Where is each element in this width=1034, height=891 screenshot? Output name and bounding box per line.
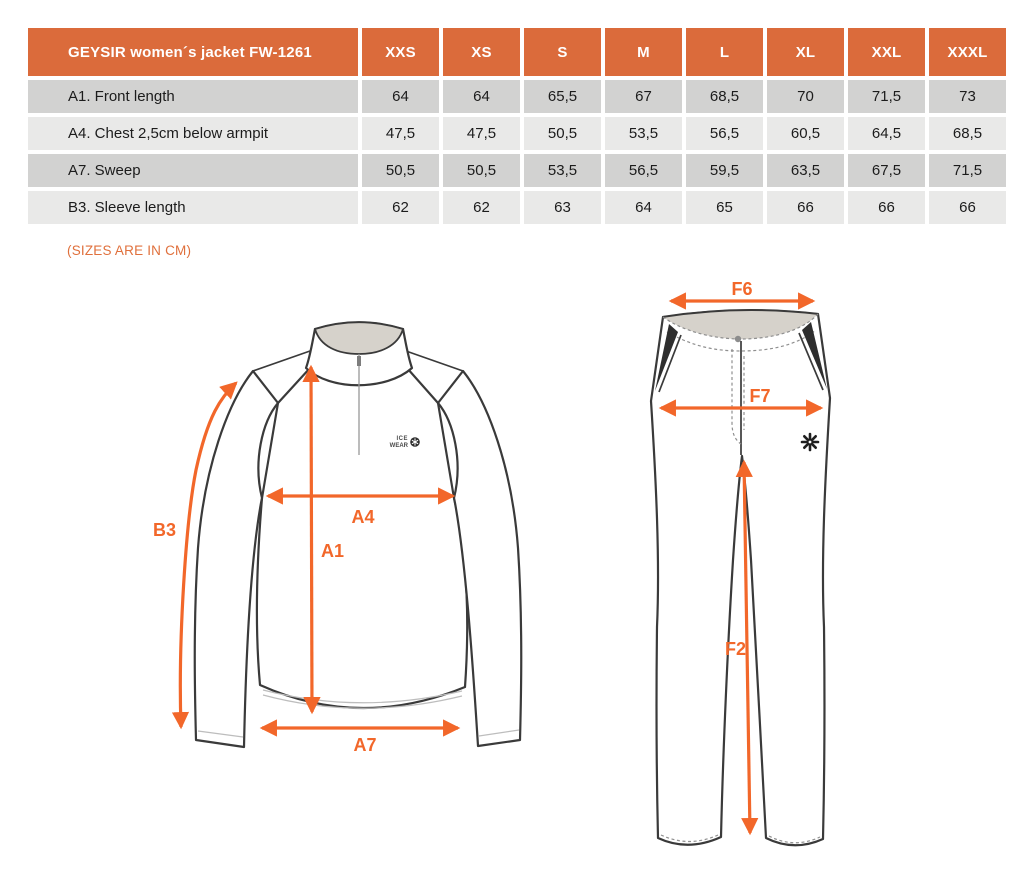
size-value-cell: 59,5 — [686, 154, 763, 187]
size-value-cell: 63 — [524, 191, 601, 224]
size-column-header-xs: XS — [443, 28, 520, 76]
table-row-front-length — [28, 80, 1006, 113]
table-row-chest — [28, 117, 1006, 150]
size-column-header-m: M — [605, 28, 682, 76]
label-f2: F2 — [724, 639, 746, 659]
snowflake-logo — [802, 434, 818, 450]
size-value-cell: 56,5 — [605, 154, 682, 187]
size-column-header-s: S — [524, 28, 601, 76]
size-value-cell: 64 — [605, 191, 682, 224]
sizes-unit-note: (SIZES ARE IN CM) — [67, 243, 192, 258]
table-row-sweep — [28, 154, 1006, 187]
row-label: A4. Chest 2,5cm below armpit — [28, 117, 358, 150]
size-value-cell: 65,5 — [524, 80, 601, 113]
zipper-pull — [357, 356, 361, 366]
size-column-header-xxxl: XXXL — [929, 28, 1006, 76]
size-value-cell: 62 — [362, 191, 439, 224]
label-a1: A1 — [321, 541, 345, 561]
size-value-cell: 50,5 — [362, 154, 439, 187]
label-f7: F7 — [749, 386, 771, 406]
label-a7: A7 — [353, 735, 377, 755]
size-value-cell: 71,5 — [848, 80, 925, 113]
size-value-cell: 66 — [929, 191, 1006, 224]
size-value-cell: 73 — [929, 80, 1006, 113]
size-value-cell: 67,5 — [848, 154, 925, 187]
jacket-drawing — [153, 322, 521, 755]
size-value-cell: 50,5 — [443, 154, 520, 187]
size-value-cell: 68,5 — [686, 80, 763, 113]
size-value-cell: 56,5 — [686, 117, 763, 150]
size-value-cell: 66 — [848, 191, 925, 224]
label-f6: F6 — [731, 279, 753, 299]
size-value-cell: 64 — [362, 80, 439, 113]
size-value-cell: 50,5 — [524, 117, 601, 150]
size-value-cell: 53,5 — [605, 117, 682, 150]
row-label: B3. Sleeve length — [28, 191, 358, 224]
size-value-cell: 64,5 — [848, 117, 925, 150]
svg-text:WEAR: WEAR — [389, 443, 408, 449]
size-value-cell: 65 — [686, 191, 763, 224]
size-column-header-xxs: XXS — [362, 28, 439, 76]
pants-drawing — [651, 279, 830, 845]
jacket-body — [257, 368, 467, 708]
size-value-cell: 63,5 — [767, 154, 844, 187]
size-value-cell: 71,5 — [929, 154, 1006, 187]
svg-text:ICE: ICE — [396, 436, 408, 442]
table-title: GEYSIR women´s jacket FW-1261 — [28, 28, 358, 76]
arrow-front-length-a1 — [311, 367, 312, 712]
measurement-diagram — [0, 270, 1034, 891]
size-value-cell: 70 — [767, 80, 844, 113]
row-label: A7. Sweep — [28, 154, 358, 187]
table-row-sleeve-length — [28, 191, 1006, 224]
size-value-cell: 62 — [443, 191, 520, 224]
size-value-cell: 64 — [443, 80, 520, 113]
size-value-cell: 67 — [605, 80, 682, 113]
table-header-row — [28, 28, 1006, 76]
row-label: A1. Front length — [28, 80, 358, 113]
size-table — [28, 28, 1006, 224]
size-column-header-xl: XL — [767, 28, 844, 76]
size-column-header-l: L — [686, 28, 763, 76]
size-value-cell: 47,5 — [443, 117, 520, 150]
size-value-cell: 68,5 — [929, 117, 1006, 150]
size-value-cell: 53,5 — [524, 154, 601, 187]
size-column-header-xxl: XXL — [848, 28, 925, 76]
label-b3: B3 — [153, 520, 177, 540]
size-value-cell: 66 — [767, 191, 844, 224]
label-a4: A4 — [351, 507, 375, 527]
size-value-cell: 60,5 — [767, 117, 844, 150]
size-value-cell: 47,5 — [362, 117, 439, 150]
